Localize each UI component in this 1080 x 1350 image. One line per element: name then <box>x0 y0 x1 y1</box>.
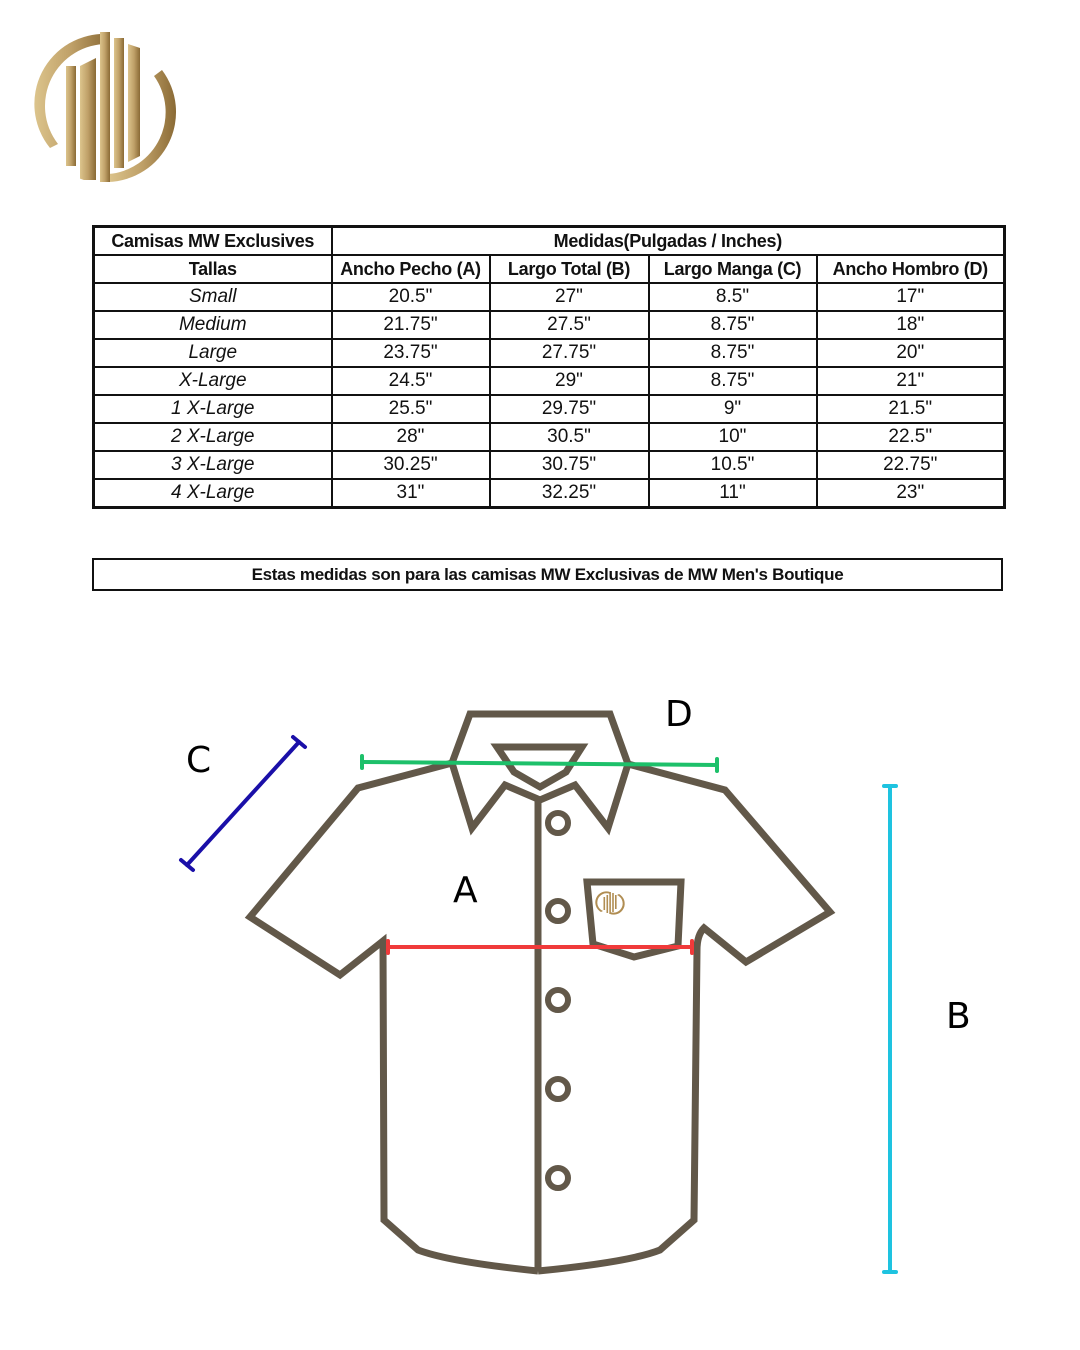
cell-sleeve: 9" <box>649 395 817 423</box>
cell-length: 30.75" <box>490 451 649 479</box>
table-row <box>94 283 1005 311</box>
label-d: D <box>665 694 693 735</box>
mw-logo-icon <box>30 30 186 186</box>
size-note: Estas medidas son para las camisas MW Exclusivas de MW Men's Boutique <box>92 558 1003 591</box>
cell-length: 27.5" <box>490 311 649 339</box>
measure-b-line <box>884 786 896 1272</box>
cell-shoulder: 22.5" <box>817 423 1005 451</box>
cell-chest: 31" <box>332 479 490 508</box>
cell-chest: 20.5" <box>332 283 490 311</box>
cell-shoulder: 18" <box>817 311 1005 339</box>
cell-chest: 21.75" <box>332 311 490 339</box>
cell-shoulder: 20" <box>817 339 1005 367</box>
table-row <box>94 423 1005 451</box>
size-name: Small <box>94 283 332 311</box>
size-name: 3 X-Large <box>94 451 332 479</box>
column-header: Largo Total (B) <box>490 255 649 283</box>
cell-length: 27.75" <box>490 339 649 367</box>
size-name: Large <box>94 339 332 367</box>
table-row <box>94 339 1005 367</box>
size-name: 2 X-Large <box>94 423 332 451</box>
cell-sleeve: 8.75" <box>649 311 817 339</box>
column-header: Tallas <box>94 255 332 283</box>
cell-chest: 24.5" <box>332 367 490 395</box>
measure-d-line <box>362 756 717 771</box>
pocket-logo-icon <box>595 891 624 914</box>
cell-sleeve: 10" <box>649 423 817 451</box>
cell-sleeve: 8.75" <box>649 339 817 367</box>
cell-length: 27" <box>490 283 649 311</box>
table-row <box>94 479 1005 508</box>
column-header-row <box>94 255 1005 283</box>
label-b: B <box>946 996 971 1037</box>
cell-sleeve: 8.75" <box>649 367 817 395</box>
cell-length: 29" <box>490 367 649 395</box>
cell-chest: 30.25" <box>332 451 490 479</box>
cell-sleeve: 8.5" <box>649 283 817 311</box>
table-row <box>94 395 1005 423</box>
shirt-outline-icon <box>250 714 830 1271</box>
table-row <box>94 311 1005 339</box>
column-header: Largo Manga (C) <box>649 255 817 283</box>
label-a: A <box>453 870 478 911</box>
size-name: Medium <box>94 311 332 339</box>
table-title: Camisas MW Exclusives <box>94 227 332 256</box>
size-name: 1 X-Large <box>94 395 332 423</box>
column-header: Ancho Pecho (A) <box>332 255 490 283</box>
size-name: X-Large <box>94 367 332 395</box>
column-header: Ancho Hombro (D) <box>817 255 1005 283</box>
table-row <box>94 367 1005 395</box>
cell-shoulder: 21.5" <box>817 395 1005 423</box>
cell-length: 32.25" <box>490 479 649 508</box>
cell-length: 30.5" <box>490 423 649 451</box>
cell-chest: 28" <box>332 423 490 451</box>
size-name: 4 X-Large <box>94 479 332 508</box>
cell-shoulder: 22.75" <box>817 451 1005 479</box>
cell-shoulder: 17" <box>817 283 1005 311</box>
cell-length: 29.75" <box>490 395 649 423</box>
label-c: C <box>186 740 212 781</box>
table-title-row <box>94 227 1005 256</box>
cell-chest: 25.5" <box>332 395 490 423</box>
shirt-measurement-diagram <box>0 680 1080 1320</box>
size-chart-table <box>92 225 1006 509</box>
cell-sleeve: 11" <box>649 479 817 508</box>
cell-chest: 23.75" <box>332 339 490 367</box>
cell-shoulder: 21" <box>817 367 1005 395</box>
cell-sleeve: 10.5" <box>649 451 817 479</box>
cell-shoulder: 23" <box>817 479 1005 508</box>
group-header: Medidas(Pulgadas / Inches) <box>332 227 1005 256</box>
button-icon <box>548 813 568 1188</box>
table-row <box>94 451 1005 479</box>
